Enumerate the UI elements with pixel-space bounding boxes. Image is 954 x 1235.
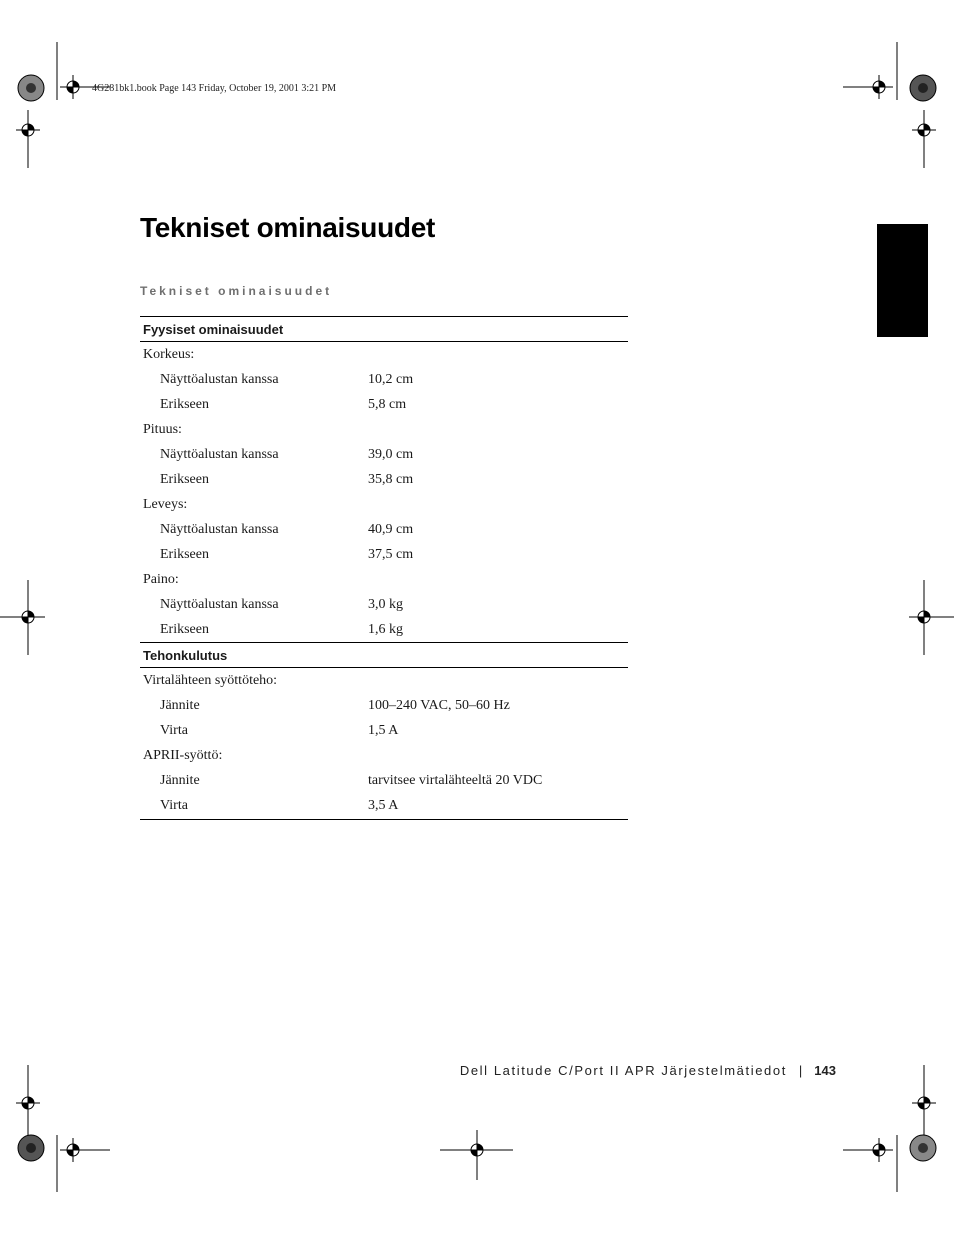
spec-label: Näyttöalustan kanssa bbox=[160, 446, 279, 462]
table-caption: Tekniset ominaisuudet bbox=[140, 284, 333, 298]
spec-label: Virta bbox=[160, 722, 188, 738]
spec-label: Erikseen bbox=[160, 396, 209, 412]
spec-label: Erikseen bbox=[160, 621, 209, 637]
spec-value: 37,5 cm bbox=[368, 546, 414, 562]
spec-label: Näyttöalustan kanssa bbox=[160, 371, 279, 387]
spec-label: Erikseen bbox=[160, 471, 209, 487]
section-heading: Fyysiset ominaisuudet bbox=[140, 317, 628, 342]
spec-label: Jännite bbox=[160, 772, 200, 788]
spec-value: 10,2 cm bbox=[368, 371, 414, 387]
spec-value: 5,8 cm bbox=[368, 396, 407, 412]
spec-value: 39,0 cm bbox=[368, 446, 414, 462]
group-label: Leveys: bbox=[143, 496, 188, 512]
spec-value: 3,5 A bbox=[368, 793, 628, 820]
footer-text: Dell Latitude C/Port II APR Järjestelmätiedot bbox=[459, 1063, 787, 1078]
spec-label: Näyttöalustan kanssa bbox=[160, 596, 279, 612]
spec-value: 35,8 cm bbox=[368, 471, 414, 487]
spec-label: Virta bbox=[140, 793, 368, 820]
page-number: 143 bbox=[814, 1063, 836, 1078]
group-label: APRII-syöttö: bbox=[143, 747, 223, 763]
spec-label: Näyttöalustan kanssa bbox=[160, 521, 279, 537]
print-slug: 4G281bk1.book Page 143 Friday, October 19, 2001 3:21 PM bbox=[92, 83, 337, 94]
spec-value: 1,5 A bbox=[368, 722, 399, 738]
footer-separator: | bbox=[798, 1063, 803, 1078]
spec-label: Jännite bbox=[160, 697, 200, 713]
section-heading: Tehonkulutus bbox=[140, 643, 628, 668]
spec-value: 3,0 kg bbox=[368, 596, 403, 612]
spec-value: tarvitsee virtalähteeltä 20 VDC bbox=[368, 772, 543, 788]
group-label: Korkeus: bbox=[143, 346, 195, 362]
page-title: Tekniset ominaisuudet bbox=[140, 212, 436, 243]
spec-value: 40,9 cm bbox=[368, 521, 414, 537]
group-label: Virtalähteen syöttöteho: bbox=[143, 672, 278, 688]
spec-label: Erikseen bbox=[160, 546, 209, 562]
group-label: Paino: bbox=[143, 571, 179, 587]
group-label: Pituus: bbox=[143, 421, 182, 437]
spec-value: 1,6 kg bbox=[368, 621, 403, 637]
spec-value: 100–240 VAC, 50–60 Hz bbox=[368, 697, 510, 713]
